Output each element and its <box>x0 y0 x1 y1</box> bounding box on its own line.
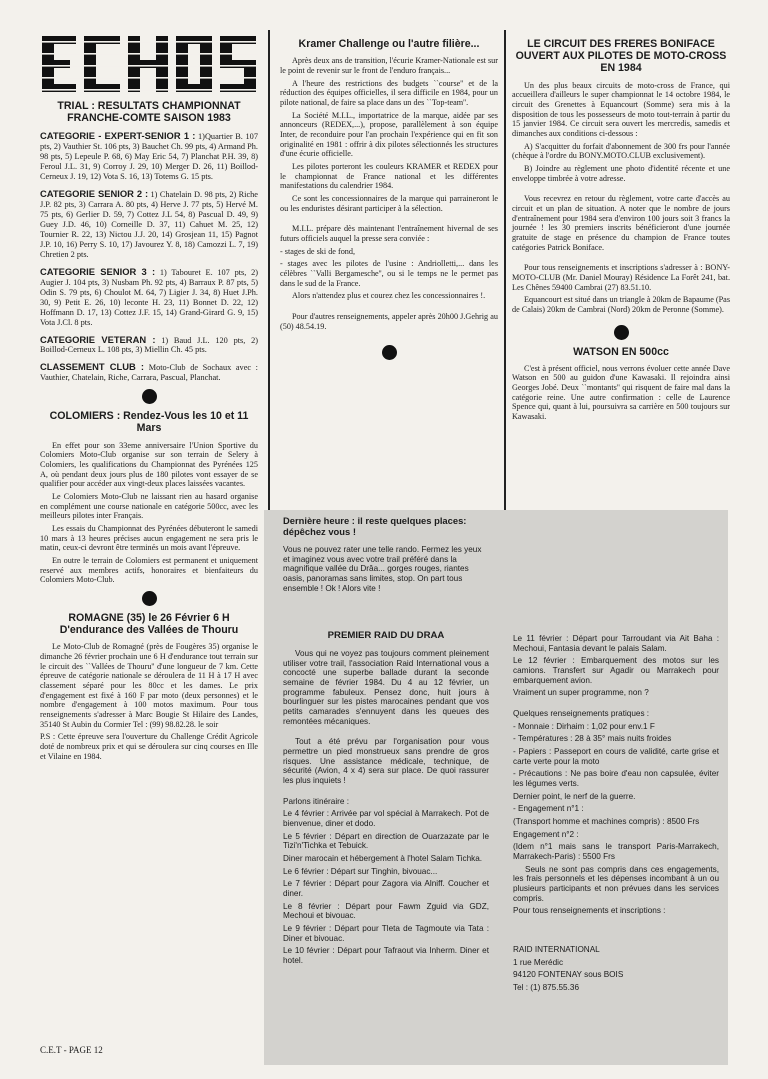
draa-info-item: - Monnaie : Dirhaim : 1,02 pour env.1 F <box>513 721 655 731</box>
draa-info-item: - Températures : 28 à 35° mais nuits froides <box>513 734 672 744</box>
colomiers-paragraph: Le Colomiers Moto-Club ne laissant rien au hasard organise en complément une course nationale en catégorie 500cc, avec les meilleurs pilotes inter Français. <box>40 492 258 521</box>
colomiers-title: COLOMIERS : Rendez-Vous les 10 et 11 Mars <box>49 410 249 435</box>
boniface-paragraph: Equancourt est situé dans un triangle à 20km de Bapaume (Pas de Calais) 20km de Cambrai (Nord) 20km de Peronne (Somme). <box>512 295 730 314</box>
draa-notice-title: Dernière heure : il reste quelques places: dépêchez vous ! <box>283 515 467 537</box>
boniface-paragraph: A) S'acquitter du forfait d'abonnement de 300 frs pour l'année (chèque à l'ordre du BONY.MOTO.CLUB exclusivement). <box>512 141 730 161</box>
trial-results-title: TRIAL : RESULTATS CHAMPIONNAT FRANCHE-COMTE SAISON 1983 <box>57 100 241 125</box>
draa-info-item: Pour tous renseignements et inscriptions : <box>513 906 666 916</box>
draa-address-line: 1 rue Merédic <box>513 957 564 967</box>
colomiers-paragraph: En effet pour son 33eme anniversaire l'Union Sportive du Colomiers Moto-Club organise sur son terrain de Selery à Colomiers, les qualifications du Championnat des Pyrénées 125 A, où pendant deux jours plus de 180 pilotes vont essayer de se qualifier pour accéder aux vingt-deux places laissées vacantes. <box>40 440 258 489</box>
watson-paragraph: C'est à présent officiel, nous verrons évoluer cette année Dave Watson en 500 au guidon d'une Kawasaki. Il rejoindra ainsi Georges Jobé. Deux ``montants'' qui risquent de faire mal dans la catégorie reine. Une autre confirmation : celle de Laurence Spence qui, quant à lui, poursuivra sa carrière en 500 toujours sur Kawasaki. <box>512 363 730 422</box>
draa-notice <box>283 511 489 596</box>
section-bullet <box>614 325 629 340</box>
draa-itinerary-item: Le 8 février : Départ pour Fawm Zguid via GDZ, Mechoui et bivouac. <box>283 901 489 921</box>
draa-paragraph: Vous qui ne voyez pas toujours comment pleinement utiliser votre trail, l'association Raid International vous a concocté une superbe ballade durant la seconde semaine de février 1984. Du 4 au 12 février, un programme fabuleux. Pensez donc, huit jours à bourlinguer sur les pistes marocaines pendant que vos petits camarades s'ennuyent dans les queues des remontées mécaniques. <box>283 649 489 726</box>
column-left <box>40 30 258 764</box>
watson-title: WATSON EN 500cc <box>573 345 669 358</box>
category-senior-2-label: CATEGORIE SENIOR 2 : <box>40 188 149 200</box>
colomiers-paragraph: Les essais du Championnat des Pyrénées débuteront le samedi 10 mars à 13 heures précises aucun engagement ne sera pris le matin, ceux-ci devront être terminés un mois avant l'épreuve. <box>40 524 258 553</box>
draa-address-line: Tel : (1) 875.55.36 <box>513 983 579 993</box>
kramer-paragraph: Après deux ans de transition, l'écurie Kramer-Nationale est sur le point de revenir sur le front de l'enduro français... <box>280 56 498 75</box>
boniface-paragraph: Pour tous renseignements et inscriptions s'adresser à : BONY-MOTO-CLUB (Mr. Daniel Mouray) Résidence La Forêt 241, bat. Les Chênes 59400 Cambrai (27) 83.51.10. <box>512 263 730 292</box>
kramer-paragraph: Ce sont les concessionnaires de la marque qui parraineront le ou les enduristes désirant participer à la sélection. <box>280 193 498 213</box>
boniface-paragraph: Un des plus beaux circuits de moto-cross de France, qui accueillera d'ailleurs le super championnat le 14 octobre 1984, le circuit des Grenettes à Equancourt (Somme) sera mis à la disposition de tous les possesseurs de moto tout-terrain à partir du 15 janvier 1984. Ce circuit sera ouvert les mercredis, samedis et dimanches aux conditions ci-dessous : <box>512 80 730 138</box>
boniface-paragraph: B) Joindre au règlement une photo d'identité récente et une enveloppe timbrée à votre adresse. <box>512 163 730 183</box>
column-rule-left <box>268 30 270 510</box>
draa-title: PREMIER RAID DU DRAA <box>327 630 445 641</box>
draa-itinerary-item: Le 11 février : Départ pour Tarroudant via Ait Baha : Mechoui, Fantasia devant le palais Salam. <box>513 634 719 653</box>
draa-info-item: - Engagement n°1 : <box>513 804 584 814</box>
draa-main-column <box>283 630 489 969</box>
kramer-paragraph: A l'heure des restrictions des budgets ``course'' et de la réduction des équipes officielles, il sera difficile en 1984, pour un pilote national, de faire sa place dans un des ``Top-team''. <box>280 78 498 107</box>
classement-club <box>40 361 258 383</box>
draa-itinerary-item: Diner marocain et hébergement à l'hotel Salam Tichka. <box>283 854 483 864</box>
category-senior-3-text: 1) Tabouret E. 107 pts, 2) Augier J. 104 pts, 3) Nusbam Ph. 92 pts, 4) Barraux P. 87 pts, 5) Odin S. 79 pts, 6) Choulot M. 64, 7) Ligier J. 34, 8) Huet J.Ph. 30, 9) Petit E. 26, 10) leconte H. 23, 11) Bonnet D. 22, 12) Hoffmann D. 17, 13) Cottez J.F. 15, 14) Grand-Girard G. 9, 15) Vota J.Cl. 8 pts. <box>40 267 258 327</box>
romagne-postscript: P.S : Cette épreuve sera l'ouverture du Challenge Crédit Agricole doté de nombreux prix et qui se déroulera sur cinq courses en Ille et Vilaine en 1984. <box>40 732 258 761</box>
draa-info-item: Dernier point, le nerf de la guerre. <box>513 791 636 801</box>
kramer-paragraph: La Société M.I.L., importatrice de la marque, aidée par ses annonceurs (REDEX,...), propose, parallèlement à son équipe Inter, de reconduire pour l'an prochain l'expérience qui en fit son originalité en 1981 : offrir à dix pilotes sélectionnés les structures d'une écurie officielle. <box>280 110 498 159</box>
draa-address-line: 94120 FONTENAY sous BOIS <box>513 970 624 980</box>
echos-masthead-logo <box>40 30 258 96</box>
category-senior-3 <box>40 266 258 328</box>
section-bullet <box>142 389 157 404</box>
category-expert <box>40 130 258 182</box>
kramer-paragraph: Alors n'attendez plus et courez chez les concessionnaires !. <box>292 291 486 301</box>
category-senior-2 <box>40 188 258 260</box>
category-expert-label: CATEGORIE - EXPERT-SENIOR 1 : <box>40 130 196 142</box>
column-rule-right <box>504 30 506 510</box>
draa-address-line: RAID INTERNATIONAL <box>513 945 600 955</box>
draa-itinerary-item: Le 4 février : Arrivée par vol spécial à Marrakech. Pot de bienvenue, diner et dodo. <box>283 809 489 829</box>
draa-info-item: Seuls ne sont pas compris dans ces engagements, les frais personnels et les dépenses incombant à un ou plusieurs participants et non prévues dans les services compris. <box>513 864 719 903</box>
draa-info-item: (Idem n°1 mais sans le transport Paris-Marrakech, Marrakech-Paris) : 5500 Frs <box>513 842 719 862</box>
draa-info-item: - Papiers : Passeport en cours de validité, carte grise et carte verte pour la moto <box>513 747 719 766</box>
category-senior-3-label: CATEGORIE SENIOR 3 : <box>40 265 156 277</box>
colomiers-paragraph: En outre le terrain de Colomiers est permanent et uniquement reservé aux membres actifs, honoraires et bienfaiteurs du Colomiers Moto-Club. <box>40 556 258 585</box>
page-footer: C.E.T - PAGE 12 <box>40 1045 103 1055</box>
draa-right-column <box>513 634 719 996</box>
boniface-paragraph: Vous recevrez en retour du règlement, votre carte d'accès au circuit et un plan de situation. A noter que le nombre de jours d'entraînement pour 1984 sera d'environ 100 jours soit 3 francs la journée ! les 30 premiers inscrits bénéficieront d'une journée gratuite de stage en présence du champion de France toutes catégories Patrick Boniface. <box>512 194 730 252</box>
draa-itinerary-item: Le 6 février : Départ sur Tinghin, bivouac... <box>283 866 438 876</box>
category-senior-2-text: 1) Chatelain D. 98 pts, 2) Riche J.P. 82 pts, 3) Carrara A. 80 pts, 4) Herve J. 77 pts, 5) Hervé M. 75 pts, 6) Gerlier D. 59, 7) Cottez J.L 54, 8) Pascual D. 49, 9) Guey J.D. 46, 10) Corneille D. 37, 11) Cahuet M. 25, 12) Tournier R. 22, 13) Nictou J.J. 20, 14) Grosjean 11, 15) Pagnot J.P. 10, 16) Perry S. 10, 17) Javourez Y. 8, 18) Camozzi L. 7, 19) Chretien 2 pts. <box>40 190 258 259</box>
romagne-paragraph: Le Moto-Club de Romagné (près de Fougères 35) organise le dimanche 26 février prochain une 6 H d'endurance tout terrain sur le circuit des ``Vallées de Thouru'' d'une longueur de 7 km. Cette épreuve de catégorie nationale se déroulera de 11 H à 17 H avec classement séparé pour les 80cc et les dames. Le prix d'engagement est fixé à 160 F par moto (deux personnes) et le nombre d'engagement à 100 motos maximum. Pour tous renseignements s'adresser à Marc Bougie St Hilaire des Landes, 35140 St Aubin du Cormier Tel : (99) 98.82.28. le soir <box>40 642 258 729</box>
section-bullet <box>142 591 157 606</box>
boniface-title: LE CIRCUIT DES FRERES BONIFACE OUVERT AUX PILOTES DE MOTO-CROSS EN 1984 <box>515 38 727 75</box>
kramer-contact: Pour d'autres renseignements, appeler après 20h00 J.Gehrig au (50) 48.54.19. <box>280 311 498 331</box>
kramer-paragraph: Les pilotes porteront les couleurs KRAMER et REDEX pour le championnat de France national et les différentes manifestations du calendrier 1984. <box>280 161 498 191</box>
category-veteran-text: 1) Baud J.L. 120 pts, 2) Boillod-Cerneux L. 108 pts, 3) Miellin Ch. 45 pts. <box>40 335 258 355</box>
kramer-paragraph: M.I.L. prépare dès maintenant l'entraînement hivernal de ses futurs officiels auquel la presse sera conviée : <box>280 224 498 243</box>
draa-info-title: Quelques renseignements pratiques : <box>513 709 650 719</box>
draa-info-item: - Précautions : Ne pas boire d'eau non capsulée, éviter les légumes verts. <box>513 769 719 789</box>
column-right <box>512 30 730 425</box>
romagne-title: ROMAGNE (35) le 26 Février 6 H D'endurance des Vallées de Thouru <box>59 612 239 637</box>
draa-itinerary-item: Vraiment un super programme, non ? <box>513 688 649 698</box>
kramer-list-item: - stages avec les pilotes de l'usine : Andriolletti,... dans les célèbres ``Valli Bergamesche'', ou si le temps ne le permet pas dans le sud de la France. <box>280 259 498 288</box>
draa-notice-text: Vous ne pouvez rater une telle rando. Fermez les yeux et imaginez vous avec votre trail préféré dans la magnifique vallée du Drâa... gorges rouges, riantes oasis, panoramas sans limites, stop. On part tous ensemble ! Ok ! Alors vite ! <box>283 545 482 593</box>
kramer-title: Kramer Challenge ou l'autre filière... <box>298 38 480 50</box>
column-middle <box>280 30 498 366</box>
draa-itinerary-item: Le 5 février : Départ en direction de Ouarzazate par le Tizi'n'Tichka et Tebuick. <box>283 831 489 851</box>
draa-itinerary-item: Le 12 février : Embarquement des motos sur les camions. Transfert sur Agadir ou Marrakech pour embarquement avion. <box>513 656 719 685</box>
draa-itinerary-item: Le 9 février : Départ pour Tleta de Tagmoute via Tata : Diner et bivouac. <box>283 924 489 943</box>
section-bullet <box>382 345 397 360</box>
kramer-list-item: - stages de ski de fond, <box>280 246 356 256</box>
category-expert-text: 1)Quartier B. 107 pts, 2) Vauthier St. 106 pts, 3) Bauchet Ch. 99 pts, 4) Armand Ph. 98 pts, 5) Lepeule P. 68, 6) May Eric 54, 7) Planchat P.H. 39, 8) Feroul J.L. 31, 9) Corroy J. 29, 10) Merger D. 26, 11) Boillod-Cerneux J. 19, 12) Vota S. 16, 13) Totems G. 15 pts. <box>40 132 258 182</box>
category-veteran <box>40 334 258 356</box>
draa-paragraph: Tout a été prévu par l'organisation pour vous permettre un pied monstrueux sans prendre de gros risques. Une assistance médicale, technique, de sécurité (Avion, 4 x 4) sera sur place. De quoi rassurer les plus inquiets ! <box>283 737 489 786</box>
draa-itinerary-title: Parlons itinéraire : <box>283 796 349 806</box>
draa-info-item: (Transport homme et machines compris) : 8500 Frs <box>513 817 700 827</box>
draa-info-item: Engagement n°2 : <box>513 829 579 839</box>
category-veteran-label: CATEGORIE VETERAN : <box>40 333 156 345</box>
draa-itinerary-item: Le 7 février : Départ pour Zagora via Alniff. Coucher et diner. <box>283 879 489 899</box>
draa-itinerary-item: Le 10 février : Départ pour Tafraout via Inherm. Diner et hotel. <box>283 946 489 966</box>
classement-club-label: CLASSEMENT CLUB : <box>40 361 145 373</box>
classement-club-text: Moto-Club de Sochaux avec : Vauthier, Chatelain, Riche, Carrara, Pascual, Planchat. <box>40 363 258 383</box>
